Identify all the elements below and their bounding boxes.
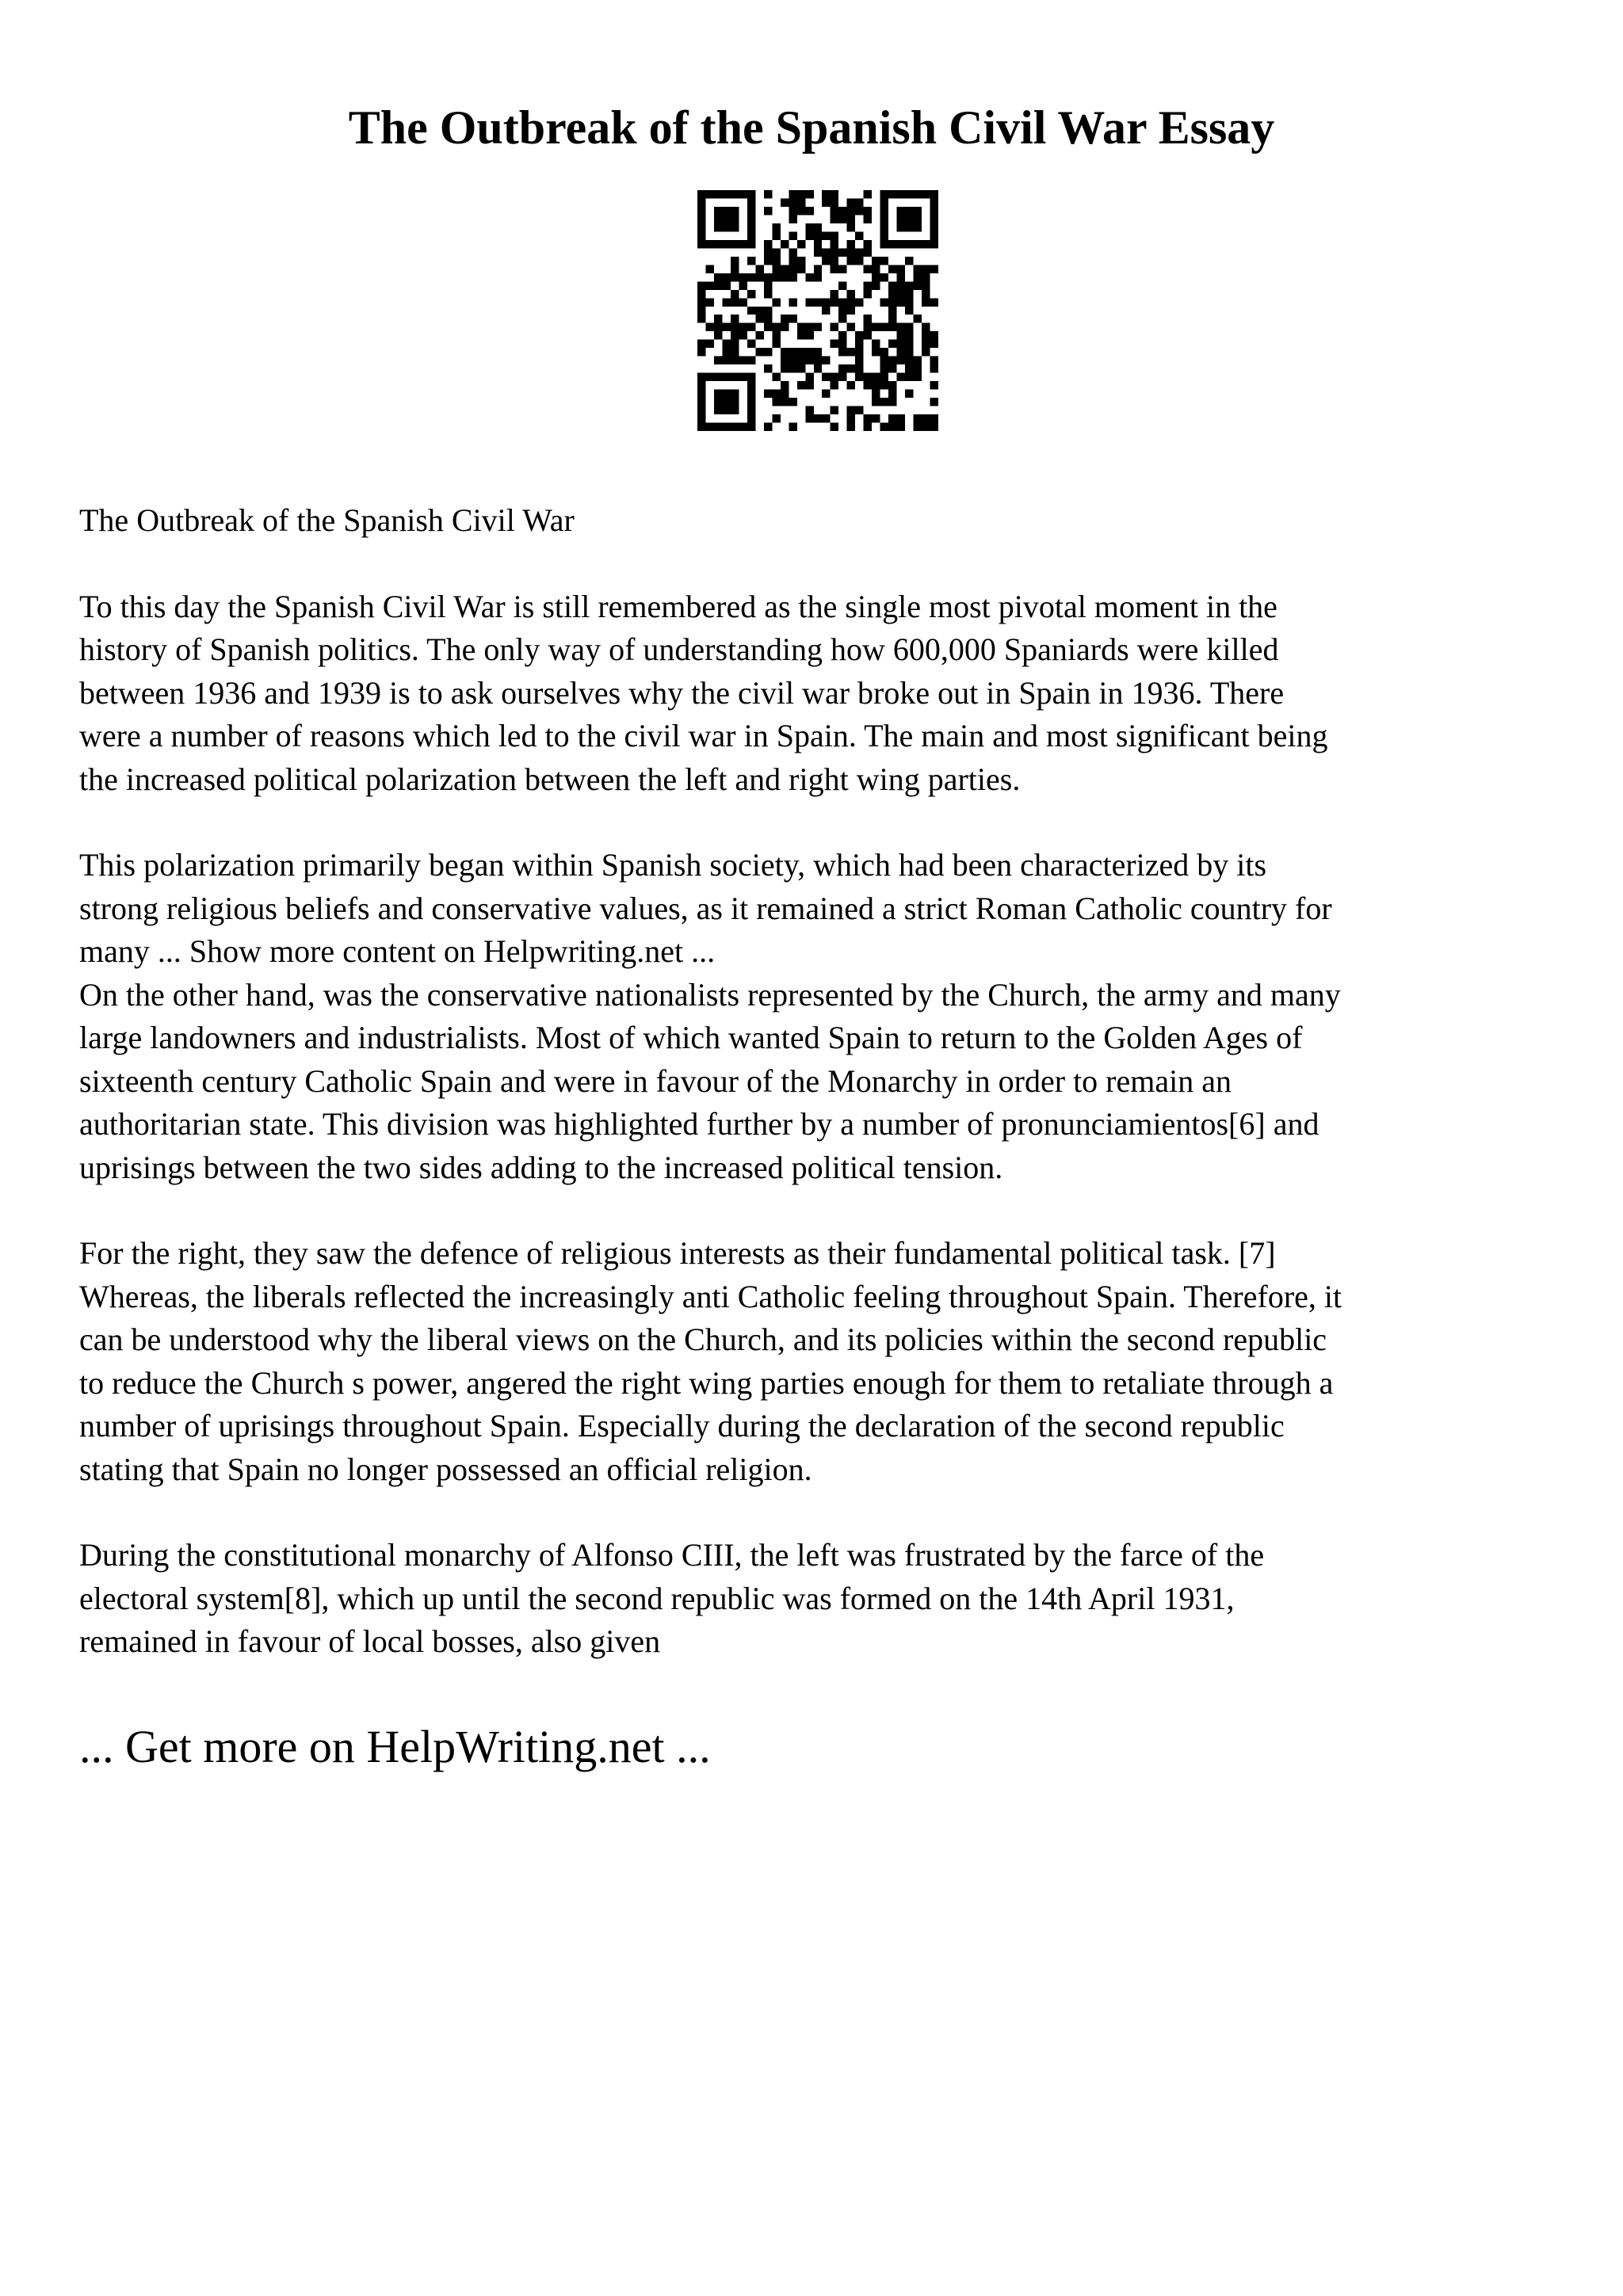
get-more-link[interactable]: ... Get more on HelpWriting.net ... — [79, 1721, 711, 1772]
qr-code-icon — [697, 190, 938, 431]
paragraph-4: For the right, they saw the defence of religious interests as their fundamental political task. [7] Whereas, the liberals reflected the increasingly anti Catholic feeling throughout Spain. Therefore, it can be understood why the liberal views on the Church, and its policies within the second republic to reduce the Church s power, angered the right wing parties enough for them to retaliate through a number of uprisings throughout Spain. Especially during the declaration of the second republic stating that Spain no longer possessed an official religion. — [79, 1235, 1342, 1487]
paragraph-2: This polarization primarily began within Spanish society, which had been characterized by its strong religious beliefs and conservative values, as it remained a strict Roman Catholic country for many ... Show more content on Helpwriting.net ... — [79, 847, 1332, 969]
document-title: The Outbreak of the Spanish Civil War Essay — [348, 101, 1275, 154]
document-subtitle: The Outbreak of the Spanish Civil War — [79, 502, 575, 538]
paragraph-3: On the other hand, was the conservative nationalists represented by the Church, the army and many large landowners and industrialists. Most of which wanted Spain to return to the Golden Ages of sixteenth century Catholic Spain and were in favour of the Monarchy in order to remain an authoritarian state. This division was highlighted further by a number of pronunciamientos[6] and uprisings between the two sides adding to the increased political tension. — [79, 976, 1341, 1185]
paragraph-5: During the constitutional monarchy of Alfonso CIII, the left was frustrated by the farce of the electoral system[8], which up until the second republic was formed on the 14th April 1931, remained in favour of local bosses, also given — [79, 1537, 1265, 1659]
document-body — [79, 499, 1569, 1664]
paragraph-1: To this day the Spanish Civil War is still remembered as the single most pivotal moment in the history of Spanish politics. The only way of understanding how 600,000 Spaniards were killed between 1936 and 1939 is to ask ourselves why the civil war broke out in Spain in 1936. There were a number of reasons which led to the civil war in Spain. The main and most significant being the increased political polarization between the left and right wing parties. — [79, 588, 1328, 797]
